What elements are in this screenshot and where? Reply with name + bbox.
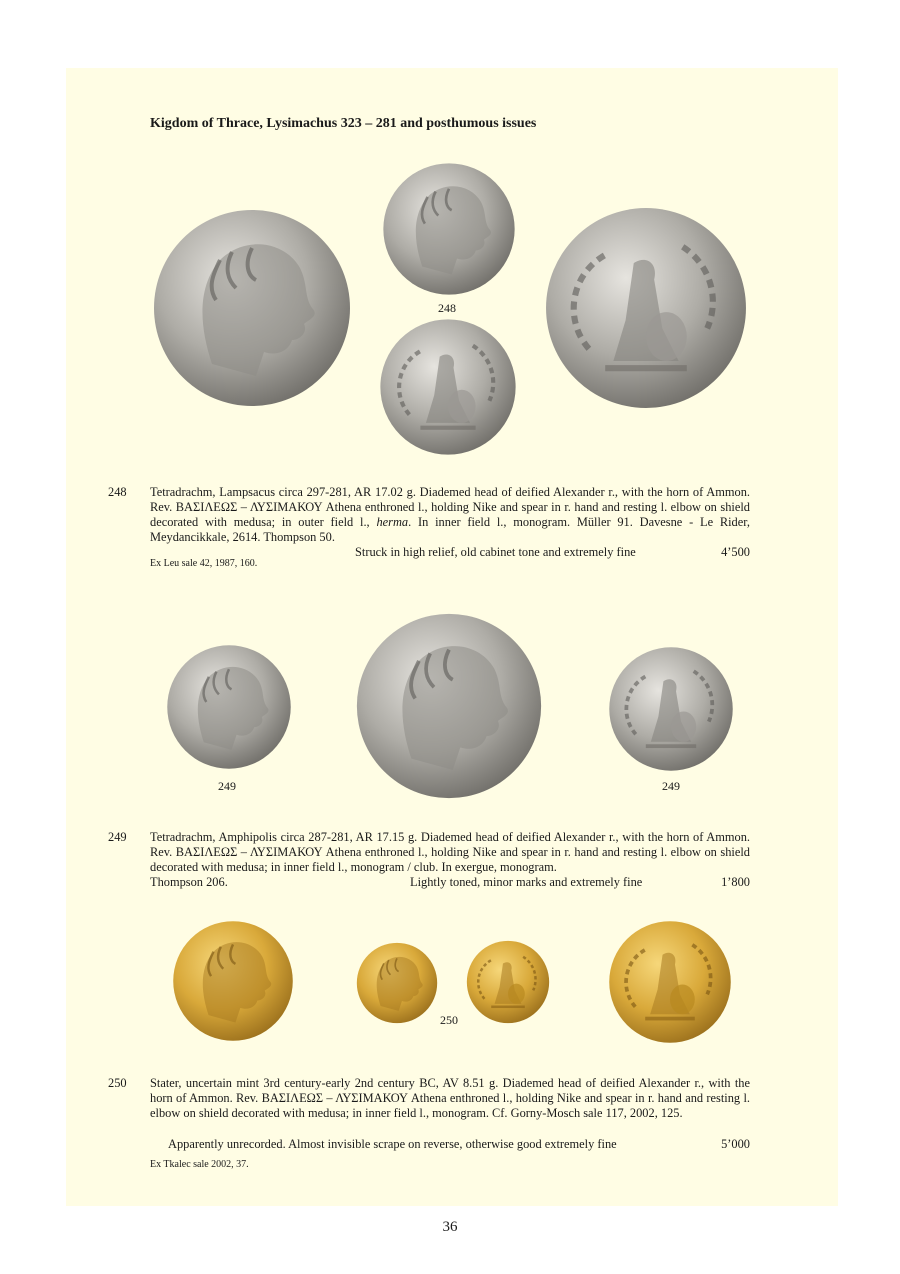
figure-label-249-right: 249 [662, 779, 680, 793]
lot-number-248: 248 [108, 485, 127, 499]
lot-condition-250: Apparently unrecorded. Almost invisible scrape on reverse, otherwise good extremely fine [168, 1137, 617, 1151]
figure-label-248: 248 [438, 301, 456, 315]
lot-number-250: 250 [108, 1076, 127, 1090]
lot-description-249: Tetradrachm, Amphipolis circa 287-281, AR 17.15 g. Diademed head of deified Alexander r., with the horn of Ammon. Rev. ΒΑΣΙΛΕΩΣ – ΛΥΣΙΜΑΚΟΥ Athena enthroned l., holding Nike and spear in r. hand and resting l. elbow on shield decorated with medusa; in inner field l., monogram / club. In exergue, monogram. [150, 830, 750, 874]
lot-number-249: 249 [108, 830, 127, 844]
lot-price-248: 4’500 [721, 545, 750, 559]
coin-249-obverse-large [354, 612, 544, 800]
lot-provenance-248: Ex Leu sale 42, 1987, 160. [150, 558, 258, 569]
page-heading: Kigdom of Thrace, Lysimachus 323 – 281 and posthumous issues [150, 116, 537, 131]
lot-description-248: Tetradrachm, Lampsacus circa 297-281, AR 17.02 g. Diademed head of deified Alexander r., with the horn of Ammon. Rev. ΒΑΣΙΛΕΩΣ – ΛΥΣΙΜΑΚΟΥ Athena enthroned l., holding Nike and spear in r. hand and resting l. elbow on shield decorated with medusa; in outer field l., herma. In inner field l., monogram. Müller 91. Davesne - Le Rider, Meydancikkale, 2614. Thompson 50. [150, 485, 750, 544]
coin-248-obverse-large [150, 208, 354, 408]
coin-248-reverse [378, 318, 518, 456]
coin-250-reverse [466, 940, 550, 1024]
coin-250-obverse-large [170, 920, 296, 1042]
coin-250-reverse-large [608, 920, 732, 1044]
lot-price-249: 1’800 [721, 875, 750, 889]
lot-provenance-250: Ex Tkalec sale 2002, 37. [150, 1159, 249, 1170]
page-number: 36 [442, 1219, 458, 1235]
lot-price-250: 5’000 [721, 1137, 750, 1151]
figure-label-249-left: 249 [218, 779, 236, 793]
coin-248-reverse-large [544, 206, 748, 410]
lot-condition-248: Struck in high relief, old cabinet tone and extremely fine [355, 545, 636, 559]
coin-249-obverse [166, 644, 292, 770]
lot-description-250: Stater, uncertain mint 3rd century-early 2nd century BC, AV 8.51 g. Diademed head of deified Alexander r., with the horn of Ammon. Rev. ΒΑΣΙΛΕΩΣ – ΛΥΣΙΜΑΚΟΥ Athena enthroned l., holding Nike and spear in r. hand and resting l. elbow on shield decorated with medusa; in inner field l., monogram. Cf. Gorny-Mosch sale 117, 2002, 125. [150, 1076, 750, 1120]
lot-reference-249: Thompson 206. [150, 875, 228, 889]
lot-condition-249: Lightly toned, minor marks and extremely fine [410, 875, 643, 889]
coin-250-obverse [356, 942, 438, 1024]
coin-248-obverse [382, 162, 516, 296]
figure-label-250: 250 [440, 1013, 458, 1027]
coin-249-reverse [606, 646, 736, 772]
